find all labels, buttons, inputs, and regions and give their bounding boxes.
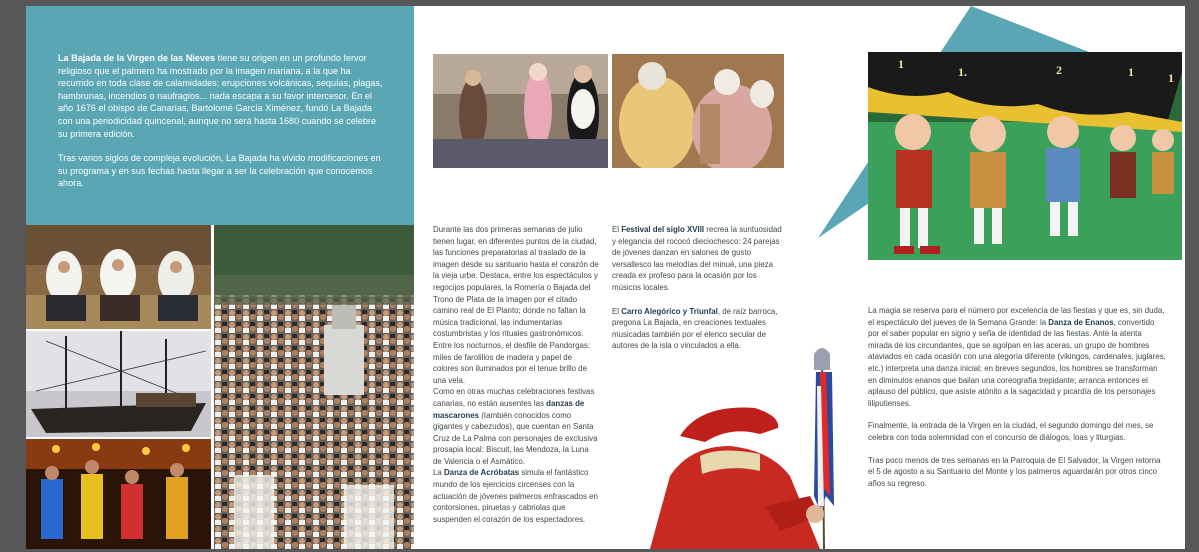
- photo-herald-red-costume: [610, 346, 870, 549]
- festival-bold: Festival del siglo XVIII: [621, 225, 705, 234]
- col1-paragraph-3: [433, 467, 599, 525]
- col3-paragraph-2: Finalmente, la entrada de la Virgen en la ciudad, el segundo domingo del mes, se celebra con toda solemnidad con el concurso de diálogos, loas y liturgias.: [868, 421, 1154, 442]
- hat-number-3: 2: [1056, 63, 1062, 77]
- text-column-1: [433, 224, 599, 525]
- col2-p2-text-a: El: [612, 306, 622, 316]
- col2-paragraph-2: [612, 306, 784, 352]
- enanos-bold: Danza de Enanos: [1048, 317, 1114, 327]
- carro-bold: Carro Alegórico y Triunfal: [621, 306, 718, 316]
- photo-acrobats: [26, 439, 211, 549]
- photo-giant-mascarones: [433, 54, 608, 168]
- intro-box: [26, 6, 414, 225]
- intro-lead-text: tiene su origen en un profundo fervor religioso que el palmero ha mostrado por la imagen mariana, a la que ha recurrido en toda clase de calamidades: erupciones volcánicas, sequías, plagas, hambrunas, incendios o naufragios... nada escapa a su favor intercesor. En el año 1676 el obispo de Canarias, Bartolomé García Ximénez, fundó La Bajada con una periodicidad quincenal, aunque no será hasta 1680 cuando se celebre su primera edición.: [58, 53, 383, 139]
- col1-p2-text-a: Como en otras muchas celebraciones festivas canarias, no están ausentes las: [433, 387, 595, 408]
- photo-sailing-ship: [26, 331, 211, 437]
- col1-p3-text-a: La: [433, 468, 444, 478]
- acrobatas-bold: Danza de Acróbatas: [443, 468, 520, 478]
- hat-number-5: 1: [1168, 71, 1174, 85]
- photo-women-headscarves: [26, 225, 211, 329]
- intro-lead-bold: La Bajada de la Virgen de las Nieves: [58, 53, 216, 63]
- mascarones-bold: danzas de mascarones: [433, 398, 585, 420]
- col2-p1-text-b: recrea la suntuosidad y elegancia del rococó dieciochesco: 24 parejas de jóvenes danzan en salones de gusto versallesco las melodías del minué, una pieza creada ex profeso para la ocasión por los músicos locales.: [612, 225, 782, 292]
- intro-second-paragraph: Tras varios siglos de compleja evolución, La Bajada ha vivido modificaciones en su programa y en sus fechas hasta llegar a ser la celebración que conocemos ahora.: [58, 153, 381, 189]
- photo-danza-de-enanos: [868, 52, 1182, 260]
- hat-number-1: 1: [898, 57, 904, 71]
- photo-crowd-procession: [214, 225, 414, 549]
- col2-p1-text-a: El: [612, 225, 622, 234]
- photo-18th-century-dancers: [612, 54, 784, 168]
- brochure-spread: [26, 6, 1185, 549]
- col3-paragraph-3: Tras poco menos de tres semanas en la Parroquia de El Salvador, la Virgen retorna el 5 de agosto a su Santuario del Monte y los palmeros aguardarán por otros cinco años su regreso.: [868, 455, 1161, 488]
- col3-p1-text-b: , convertido por el saber popular en signo y seña de identidad de las fiestas. Ante la atenta mirada de los circundantes, que se agolpan en las aceras, un grupo de hombres ataviados en cada ocasión con una alegoría diferente (vikingos, cardenales, juglares, etc.) interpreta una danza inicial; en breves segundos, los hombres se transforman en diminutos enanos que bailan una coreografía trepidante; arranca entonces el aplauso del público, que asiste atónito a la sagacidad y picardía de los personajes liliputienses.: [868, 317, 1166, 408]
- col1-p2-text-b: (también conocidos como gigantes y cabezudos), que cuentan en Santa Cruz de La Palma con personajes de exclusiva prosapia local: Biscuit, las Mendoza, la Luna de Valencia o el Asmático.: [433, 410, 598, 466]
- col2-paragraph-1: [612, 224, 784, 294]
- text-column-2: [612, 224, 784, 352]
- col1-p3-text-b: simula el fantástico mundo de los ejercicios circenses con la actuación de jóvenes palmeros enfrascados en contorsiones, piruetas y cabriolas que suspenden el corazón de los espectadores.: [433, 468, 598, 524]
- hat-number-2: 1.: [958, 65, 967, 79]
- col3-paragraph-1: [868, 305, 1168, 409]
- intro-paragraph: [58, 52, 386, 140]
- text-column-3: [868, 305, 1168, 489]
- col3-p1-text-a: La magia se reserva para el número por excelencia de las fiestas y que es, sin duda, el espectáculo del jueves de la Semana Grande: la: [868, 306, 1165, 327]
- col1-paragraph-1: Durante las dos primeras semanas de julio tienen lugar, en diferentes puntos de la ciudad, las funciones preparatorias al traslado de la imagen desde su santuario hasta el corazón de la vieja urbe. Destaca, entre los espectáculos y regocijos populares, la Romería o Bajada del Trono de Plata de la imagen por el citado camino real de El Planto; donde no faltan la música tradicional, las indumentarias costumbristas y los rituales gastronómicos. Entre los nocturnos, el desfile de Pandorgas: miles de farolillos de madera y papel de colores son iluminados por el tenue brillo de una vela.: [433, 225, 599, 385]
- col1-paragraph-2: [433, 386, 599, 467]
- hat-number-4: 1: [1128, 65, 1134, 79]
- col2-p2-text-b: , de raíz barroca, pregona La Bajada, en creaciones textuales musicadas también por el elenco secular de autores de la isla o vinculados a ella.: [612, 306, 778, 351]
